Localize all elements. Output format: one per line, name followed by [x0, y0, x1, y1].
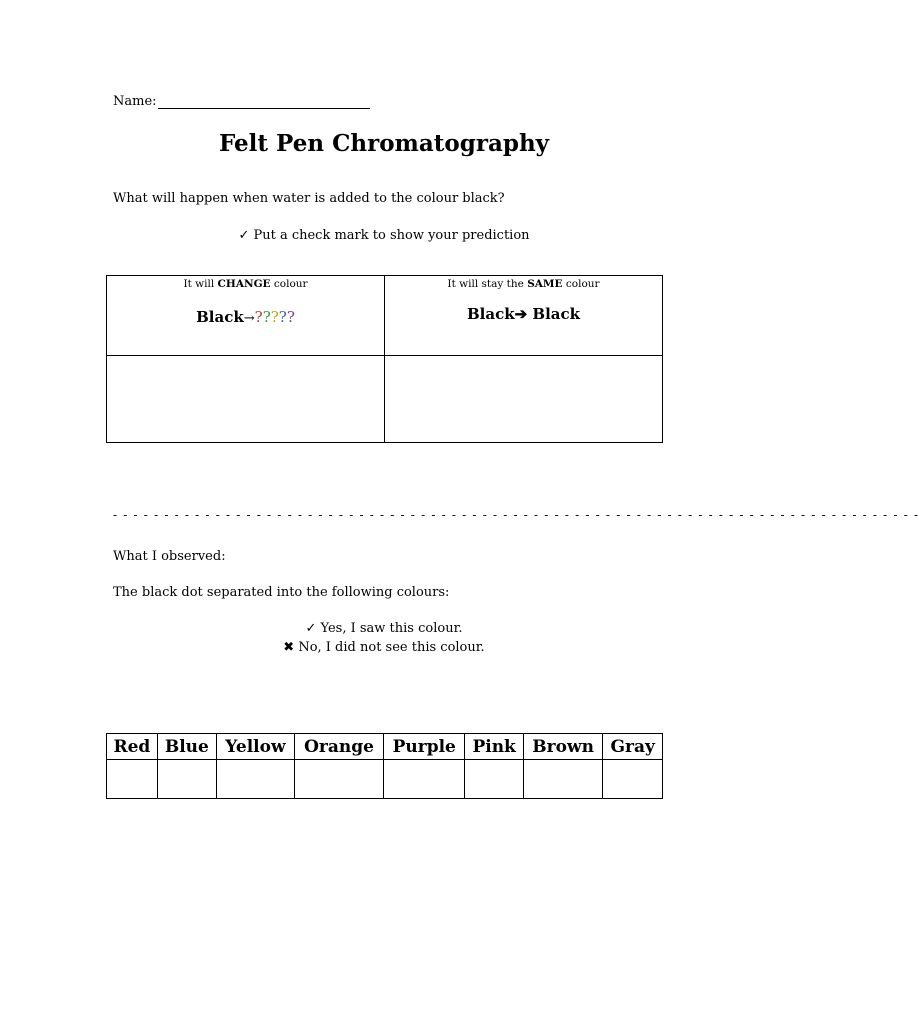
- colour-name-red: Red: [107, 734, 158, 760]
- change-colour-equation: [107, 308, 384, 326]
- name-input-line[interactable]: [158, 95, 370, 109]
- change-colour-cell: [107, 276, 385, 356]
- page-title: Felt Pen Chromatography: [218, 130, 550, 157]
- colour-name-pink: Pink: [465, 734, 523, 760]
- colour-name-yellow: Yellow: [216, 734, 294, 760]
- colour-marks-row: [107, 760, 663, 799]
- colour-mark-cell-pink[interactable]: [465, 760, 523, 799]
- colour-names-row: [107, 734, 663, 760]
- same-colour-heading: It will stay the SAME colour: [447, 278, 600, 290]
- same-colour-equation: [385, 305, 662, 323]
- question-mark: ?: [262, 308, 271, 326]
- prediction-table: [106, 275, 663, 443]
- same-colour-checkbox-cell[interactable]: [385, 356, 663, 443]
- colour-name-brown: Brown: [523, 734, 603, 760]
- arrow-icon: ➔: [514, 305, 528, 323]
- colour-mark-cell-blue[interactable]: [157, 760, 216, 799]
- colour-mark-cell-red[interactable]: [107, 760, 158, 799]
- change-colour-checkbox-cell[interactable]: [107, 356, 385, 443]
- key-yes: ✓ Yes, I saw this colour.: [305, 621, 463, 636]
- arrow-icon: →: [243, 311, 255, 326]
- colour-mark-cell-orange[interactable]: [294, 760, 383, 799]
- change-colour-heading: It will CHANGE colour: [183, 278, 308, 290]
- name-row: [113, 94, 370, 109]
- colour-name-purple: Purple: [384, 734, 465, 760]
- prediction-instruction: ✓ Put a check mark to show your prediction: [238, 228, 530, 243]
- name-label: Name:: [113, 94, 157, 109]
- black-word: Black: [196, 308, 244, 326]
- colour-name-gray: Gray: [603, 734, 663, 760]
- prediction-question: What will happen when water is added to the colour black?: [113, 191, 505, 206]
- colours-table: [106, 733, 663, 799]
- question-mark: ?: [254, 308, 263, 326]
- separated-text: The black dot separated into the following colours:: [113, 585, 450, 600]
- colour-mark-cell-gray[interactable]: [603, 760, 663, 799]
- question-mark: ?: [278, 308, 287, 326]
- question-mark: ?: [270, 308, 279, 326]
- colour-mark-cell-yellow[interactable]: [216, 760, 294, 799]
- black-word-result: Black: [527, 305, 581, 323]
- black-word: Black: [466, 305, 515, 323]
- question-marks: [255, 308, 295, 326]
- key-no: ✖ No, I did not see this colour.: [283, 640, 485, 655]
- colour-mark-cell-brown[interactable]: [523, 760, 603, 799]
- observed-label: What I observed:: [113, 549, 226, 564]
- colour-mark-cell-purple[interactable]: [384, 760, 465, 799]
- same-colour-cell: [385, 276, 663, 356]
- question-mark: ?: [286, 308, 295, 326]
- colour-name-orange: Orange: [294, 734, 383, 760]
- divider: - - - - - - - - - - - - - - - - - - - - - - - - - - - - - - - - - - - - - - - - - - - - - - - - - - - - - - - - - - - - - - - - - - - - - - - - - - - - - - -: [113, 508, 919, 522]
- colour-name-blue: Blue: [157, 734, 216, 760]
